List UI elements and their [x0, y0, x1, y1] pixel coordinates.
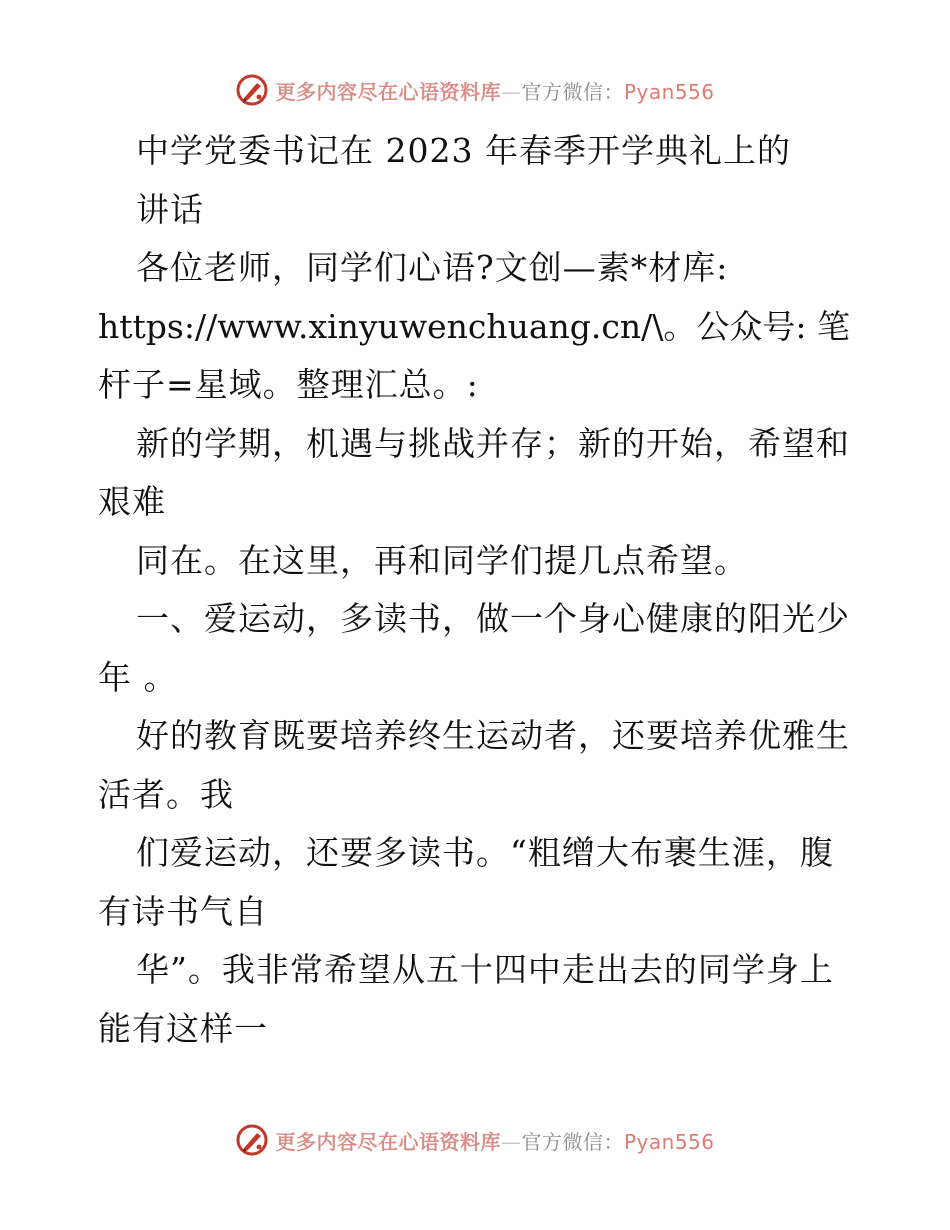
pen-circle-logo-icon: [235, 1123, 269, 1157]
doc-line-para1-a: 新的学期，机遇与挑战并存；新的开始，希望和: [136, 423, 850, 463]
doc-line-para4-b: 有诗书气自: [98, 891, 268, 931]
doc-line-para3-b: 活者。我: [98, 774, 234, 814]
doc-line-para4-a: 们爱运动，还要多读书。“粗缯大布裹生涯，腹: [136, 833, 834, 872]
doc-line-title-2: 讲话: [136, 189, 204, 229]
doc-line-heading1-a: 一、爱运动，多读书，做一个身心健康的阳光少: [136, 599, 850, 638]
pen-circle-logo-icon: [235, 73, 269, 107]
header-wechat-id: Pyan556: [623, 79, 715, 104]
header-watermark: [0, 68, 950, 112]
doc-line-para5-b: 能有这样一: [98, 1008, 268, 1048]
footer-watermark-text: [275, 1126, 714, 1155]
footer-brand-text: 更多内容尽在心语资料库: [275, 1129, 501, 1154]
doc-line-title-1: 中学党委书记在 2023 年春季开学典礼上的: [136, 131, 791, 170]
footer-wechat-id: Pyan556: [623, 1129, 715, 1154]
header-watermark-text: [275, 76, 714, 105]
header-brand-text: 更多内容尽在心语资料库: [275, 79, 501, 104]
doc-line-heading1-b: 年 。: [98, 657, 178, 697]
header-dash: —: [500, 79, 522, 104]
doc-line-para5-a: 华”。我非常希望从五十四中走出去的同学身上: [136, 950, 834, 989]
doc-line-para3-a: 好的教育既要培养终生运动者，还要培养优雅生: [136, 716, 850, 755]
header-watermark-inner: [235, 73, 714, 107]
doc-line-source: 杆子=星域。整理汇总。:: [98, 365, 479, 404]
footer-watermark: [0, 1118, 950, 1162]
header-wechat-label: 官方微信：: [521, 79, 624, 104]
doc-line-greeting: 各位老师，同学们心语?文创—素*材库:: [136, 248, 729, 287]
document-body: [98, 122, 858, 1058]
doc-line-para2: 同在。在这里，再和同学们提几点希望。: [136, 540, 748, 580]
footer-wechat-label: 官方微信：: [521, 1129, 624, 1154]
footer-watermark-inner: [235, 1123, 714, 1157]
doc-line-para1-b: 艰难: [98, 482, 166, 521]
footer-dash: —: [500, 1129, 522, 1154]
doc-line-url: https://www.xinyuwenchuang.cn/\。公众号: 笔: [98, 306, 850, 346]
